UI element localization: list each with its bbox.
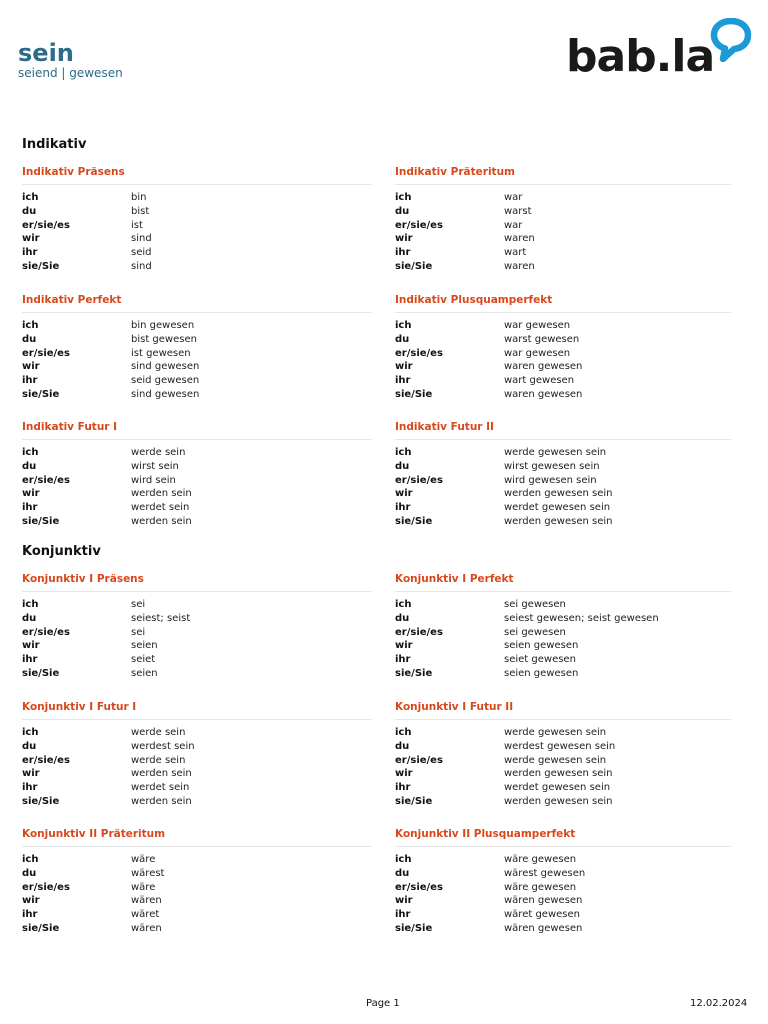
- conjugation-row: [395, 360, 731, 374]
- verb-form: wird gewesen sein: [504, 474, 597, 486]
- verb-form: wart: [504, 247, 527, 259]
- verb-form: werdest gewesen sein: [504, 740, 616, 752]
- conjugation-row: [395, 922, 731, 936]
- tense-divider: [22, 719, 372, 720]
- verb-form: werdest sein: [131, 740, 195, 752]
- verb-form: bist gewesen: [131, 333, 197, 345]
- conjugation-row: [22, 881, 372, 895]
- verb-form: wäre gewesen: [504, 854, 577, 865]
- pronoun: sie/Sie: [22, 667, 60, 679]
- tense-block: [395, 420, 731, 529]
- conjugation-row: [22, 501, 372, 515]
- pronoun: wir: [395, 640, 413, 652]
- tense-block: [22, 165, 372, 274]
- pronoun: er/sie/es: [395, 754, 443, 766]
- pronoun: ihr: [395, 247, 411, 259]
- pronoun: sie/Sie: [395, 922, 433, 934]
- verb-form: ist: [131, 219, 143, 231]
- pronoun: sie/Sie: [22, 388, 60, 400]
- tense-title: Indikativ Perfekt: [22, 294, 122, 306]
- pronoun: du: [22, 612, 37, 624]
- tense-title: Konjunktiv I Futur II: [395, 701, 514, 713]
- verb-form: werden gewesen sein: [504, 768, 613, 780]
- verb-form: war: [504, 219, 523, 231]
- verb-form: seiet gewesen: [504, 654, 576, 666]
- verb-form: werde gewesen sein: [504, 447, 607, 458]
- tense-divider: [22, 846, 372, 847]
- conjugation-row: [22, 487, 372, 501]
- pronoun: ihr: [22, 782, 38, 794]
- pronoun: sie/Sie: [22, 922, 60, 934]
- pronoun: du: [395, 205, 410, 217]
- conjugation-row: [22, 474, 372, 488]
- verb-form: werde gewesen sein: [504, 754, 607, 766]
- verb-form: werden gewesen sein: [504, 795, 613, 807]
- verb-form: werden sein: [131, 515, 192, 527]
- conjugation-row: [22, 853, 372, 867]
- pronoun: ihr: [22, 375, 38, 387]
- conjugation-row: [395, 246, 731, 260]
- tense-divider: [395, 184, 731, 185]
- conjugation-row: [22, 460, 372, 474]
- conjugation-row: [22, 360, 372, 374]
- pronoun: wir: [395, 768, 413, 780]
- tense-block: [395, 700, 731, 809]
- tense-block: [395, 293, 731, 402]
- conjugation-row: [22, 740, 372, 754]
- tense-divider: [395, 846, 731, 847]
- pronoun: du: [395, 460, 410, 472]
- conjugation-row: [395, 347, 731, 361]
- tense-title: Konjunktiv I Präsens: [22, 573, 144, 585]
- verb-form: seid: [131, 247, 152, 259]
- verb-form: war gewesen: [504, 347, 571, 359]
- verb-form: warst: [504, 205, 532, 217]
- verb-form: wären gewesen: [504, 922, 583, 934]
- pronoun: ich: [22, 320, 39, 331]
- pronoun: ihr: [22, 502, 38, 514]
- tense-divider: [395, 312, 731, 313]
- verb-form: wäre: [131, 881, 156, 893]
- conjugation-row: [22, 205, 372, 219]
- page-header: [18, 40, 123, 80]
- pronoun: wir: [22, 640, 40, 652]
- verb-form: wäret gewesen: [504, 909, 580, 921]
- tense-title: Indikativ Futur II: [395, 421, 494, 433]
- pronoun: wir: [22, 768, 40, 780]
- conjugation-row: [22, 232, 372, 246]
- verb-form: bin gewesen: [131, 320, 195, 331]
- conjugation-row: [395, 781, 731, 795]
- conjugation-row: [22, 626, 372, 640]
- conjugation-row: [22, 894, 372, 908]
- pronoun: ihr: [395, 782, 411, 794]
- print-date: 12.02.2024: [690, 998, 748, 1009]
- pronoun: er/sie/es: [22, 881, 70, 893]
- pronoun: ich: [395, 727, 412, 738]
- tense-title: Konjunktiv II Präteritum: [22, 828, 166, 840]
- verb-form: werde gewesen sein: [504, 727, 607, 738]
- pronoun: ich: [395, 320, 412, 331]
- tense-block: [395, 165, 731, 274]
- pronoun: du: [395, 867, 410, 879]
- mood-title-indikativ: Indikativ: [22, 137, 87, 152]
- conjugation-row: [22, 653, 372, 667]
- pronoun: er/sie/es: [395, 219, 443, 231]
- conjugation-row: [395, 653, 731, 667]
- verb-form: wäre gewesen: [504, 881, 577, 893]
- conjugation-row: [395, 474, 731, 488]
- pronoun: du: [22, 460, 37, 472]
- conjugation-row: [22, 388, 372, 402]
- conjugation-row: [395, 260, 731, 274]
- verb-form: wirst sein: [131, 460, 179, 472]
- verb-title: sein: [18, 39, 74, 67]
- verb-form: sind gewesen: [131, 388, 200, 400]
- conjugation-row: [395, 598, 731, 612]
- tense-title: Konjunktiv I Futur I: [22, 701, 137, 713]
- verb-form: seiest; seist: [131, 612, 191, 624]
- tense-block: [22, 700, 372, 809]
- verb-form: seiest gewesen; seist gewesen: [504, 612, 659, 624]
- verb-form: waren gewesen: [504, 388, 583, 400]
- verb-form: wären: [131, 922, 162, 934]
- pronoun: wir: [395, 895, 413, 907]
- tense-title: Indikativ Präsens: [22, 166, 125, 178]
- conjugation-row: [395, 639, 731, 653]
- pronoun: ihr: [22, 909, 38, 921]
- pronoun: ich: [395, 447, 412, 458]
- verb-form: seiet: [131, 654, 156, 666]
- pronoun: ich: [22, 854, 39, 865]
- pronoun: ihr: [22, 247, 38, 259]
- verb-form: seien: [131, 640, 158, 652]
- verb-form: wärest gewesen: [504, 867, 586, 879]
- verb-form: werdet sein: [131, 502, 190, 514]
- pronoun: er/sie/es: [395, 474, 443, 486]
- verb-form: waren gewesen: [504, 361, 583, 373]
- pronoun: ich: [395, 854, 412, 865]
- tense-title: Indikativ Plusquamperfekt: [395, 294, 553, 306]
- conjugation-row: [22, 767, 372, 781]
- conjugation-row: [395, 726, 731, 740]
- tense-block: [395, 827, 731, 936]
- pronoun: ihr: [395, 654, 411, 666]
- conjugation-row: [395, 894, 731, 908]
- verb-form: bist: [131, 205, 150, 217]
- tense-block: [395, 572, 731, 681]
- tense-divider: [22, 591, 372, 592]
- pronoun: ich: [22, 447, 39, 458]
- verb-form: seien gewesen: [504, 667, 579, 679]
- pronoun: ihr: [395, 502, 411, 514]
- conjugation-row: [22, 219, 372, 233]
- conjugation-row: [22, 639, 372, 653]
- conjugation-row: [395, 460, 731, 474]
- verb-form: werdet sein: [131, 782, 190, 794]
- verb-form: wird sein: [131, 474, 176, 486]
- conjugation-row: [395, 767, 731, 781]
- pronoun: du: [22, 867, 37, 879]
- verb-form: bin: [131, 192, 147, 203]
- conjugation-row: [22, 260, 372, 274]
- conjugation-row: [395, 319, 731, 333]
- verb-form: warst gewesen: [504, 333, 580, 345]
- pronoun: du: [22, 333, 37, 345]
- tense-block: [22, 827, 372, 936]
- conjugation-row: [22, 867, 372, 881]
- verb-form: wären gewesen: [504, 895, 583, 907]
- pronoun: ich: [395, 599, 412, 610]
- tense-title: Indikativ Präteritum: [395, 166, 515, 178]
- verb-form: werdet gewesen sein: [504, 782, 611, 794]
- pronoun: ihr: [395, 909, 411, 921]
- verb-form: werde sein: [131, 754, 186, 766]
- pronoun: wir: [395, 233, 413, 245]
- conjugation-row: [395, 487, 731, 501]
- pronoun: er/sie/es: [22, 219, 70, 231]
- conjugation-row: [395, 515, 731, 529]
- conjugation-row: [395, 867, 731, 881]
- verb-form: sind: [131, 233, 152, 245]
- pronoun: wir: [22, 361, 40, 373]
- babla-logo: [566, 18, 752, 80]
- verb-form: sind: [131, 260, 152, 272]
- speech-bubble-icon: [710, 18, 752, 62]
- verb-form: sei gewesen: [504, 626, 566, 638]
- verb-form: werdet gewesen sein: [504, 502, 611, 514]
- pronoun: du: [395, 333, 410, 345]
- conjugation-row: [395, 795, 731, 809]
- conjugation-row: [22, 795, 372, 809]
- verb-form: war: [504, 192, 523, 203]
- pronoun: er/sie/es: [22, 626, 70, 638]
- conjugation-row: [395, 232, 731, 246]
- conjugation-row: [395, 612, 731, 626]
- conjugation-row: [22, 515, 372, 529]
- pronoun: du: [22, 740, 37, 752]
- mood-title-konjunktiv: Konjunktiv: [22, 544, 101, 559]
- verb-form: ist gewesen: [131, 347, 191, 359]
- conjugation-row: [22, 667, 372, 681]
- verb-form: seid gewesen: [131, 375, 200, 387]
- verb-form: seien: [131, 667, 158, 679]
- verb-form: werden gewesen sein: [504, 515, 613, 527]
- verb-form: seien gewesen: [504, 640, 579, 652]
- pronoun: sie/Sie: [395, 515, 433, 527]
- tense-title: Konjunktiv I Perfekt: [395, 573, 514, 585]
- conjugation-row: [395, 626, 731, 640]
- pronoun: wir: [22, 233, 40, 245]
- verb-form: werden sein: [131, 795, 192, 807]
- verb-form: wären: [131, 895, 162, 907]
- pronoun: sie/Sie: [22, 795, 60, 807]
- pronoun: er/sie/es: [395, 347, 443, 359]
- pronoun: er/sie/es: [22, 474, 70, 486]
- conjugation-row: [22, 446, 372, 460]
- pronoun: er/sie/es: [395, 626, 443, 638]
- conjugation-row: [22, 908, 372, 922]
- verb-form: werden sein: [131, 488, 192, 500]
- tense-title: Indikativ Futur I: [22, 421, 118, 433]
- pronoun: ich: [22, 599, 39, 610]
- conjugation-row: [395, 446, 731, 460]
- pronoun: sie/Sie: [395, 795, 433, 807]
- conjugation-row: [22, 781, 372, 795]
- tense-block: [22, 293, 372, 402]
- verb-form: war gewesen: [504, 320, 571, 331]
- conjugation-row: [395, 333, 731, 347]
- conjugation-row: [395, 908, 731, 922]
- pronoun: sie/Sie: [22, 260, 60, 272]
- pronoun: er/sie/es: [22, 347, 70, 359]
- pronoun: du: [395, 740, 410, 752]
- conjugation-row: [395, 374, 731, 388]
- tense-divider: [395, 719, 731, 720]
- conjugation-row: [22, 319, 372, 333]
- pronoun: wir: [22, 895, 40, 907]
- conjugation-row: [395, 191, 731, 205]
- tense-divider: [395, 591, 731, 592]
- verb-form: werde sein: [131, 727, 186, 738]
- pronoun: ihr: [395, 375, 411, 387]
- conjugation-row: [22, 726, 372, 740]
- verb-form: werden sein: [131, 768, 192, 780]
- pronoun: sie/Sie: [22, 515, 60, 527]
- verb-form: wäre: [131, 854, 156, 865]
- tense-divider: [22, 312, 372, 313]
- tense-block: [22, 420, 372, 529]
- verb-form: werde sein: [131, 447, 186, 458]
- verb-form: waren: [504, 233, 535, 245]
- conjugation-row: [22, 191, 372, 205]
- conjugation-row: [22, 333, 372, 347]
- conjugation-row: [22, 246, 372, 260]
- conjugation-row: [395, 501, 731, 515]
- pronoun: wir: [22, 488, 40, 500]
- conjugation-row: [22, 922, 372, 936]
- verb-form: wart gewesen: [504, 375, 575, 387]
- pronoun: er/sie/es: [395, 881, 443, 893]
- verb-form: waren: [504, 260, 535, 272]
- tense-divider: [395, 439, 731, 440]
- conjugation-row: [22, 754, 372, 768]
- conjugation-row: [22, 598, 372, 612]
- conjugation-row: [395, 205, 731, 219]
- verb-participles: seiend | gewesen: [18, 66, 123, 80]
- conjugation-row: [395, 219, 731, 233]
- tense-block: [22, 572, 372, 681]
- page-number: Page 1: [366, 998, 400, 1009]
- conjugation-row: [22, 347, 372, 361]
- conjugation-row: [395, 881, 731, 895]
- conjugation-row: [22, 374, 372, 388]
- logo-text: bab.la: [566, 31, 715, 82]
- pronoun: ich: [395, 192, 412, 203]
- pronoun: sie/Sie: [395, 667, 433, 679]
- pronoun: ich: [22, 192, 39, 203]
- pronoun: ich: [22, 727, 39, 738]
- tense-divider: [22, 184, 372, 185]
- verb-form: wirst gewesen sein: [504, 460, 600, 472]
- pronoun: du: [22, 205, 37, 217]
- pronoun: wir: [395, 361, 413, 373]
- verb-form: sei gewesen: [504, 599, 566, 610]
- verb-form: sei: [131, 626, 146, 638]
- conjugation-row: [395, 754, 731, 768]
- pronoun: sie/Sie: [395, 260, 433, 272]
- verb-form: sind gewesen: [131, 361, 200, 373]
- pronoun: du: [395, 612, 410, 624]
- verb-form: werden gewesen sein: [504, 488, 613, 500]
- tense-title: Konjunktiv II Plusquamperfekt: [395, 828, 576, 840]
- conjugation-row: [395, 388, 731, 402]
- pronoun: er/sie/es: [22, 754, 70, 766]
- verb-form: sei: [131, 599, 146, 610]
- pronoun: wir: [395, 488, 413, 500]
- conjugation-row: [395, 853, 731, 867]
- tense-divider: [22, 439, 372, 440]
- pronoun: ihr: [22, 654, 38, 666]
- conjugation-row: [395, 667, 731, 681]
- conjugation-row: [395, 740, 731, 754]
- verb-form: wärest: [131, 867, 165, 879]
- verb-form: wäret: [131, 909, 160, 921]
- pronoun: sie/Sie: [395, 388, 433, 400]
- conjugation-row: [22, 612, 372, 626]
